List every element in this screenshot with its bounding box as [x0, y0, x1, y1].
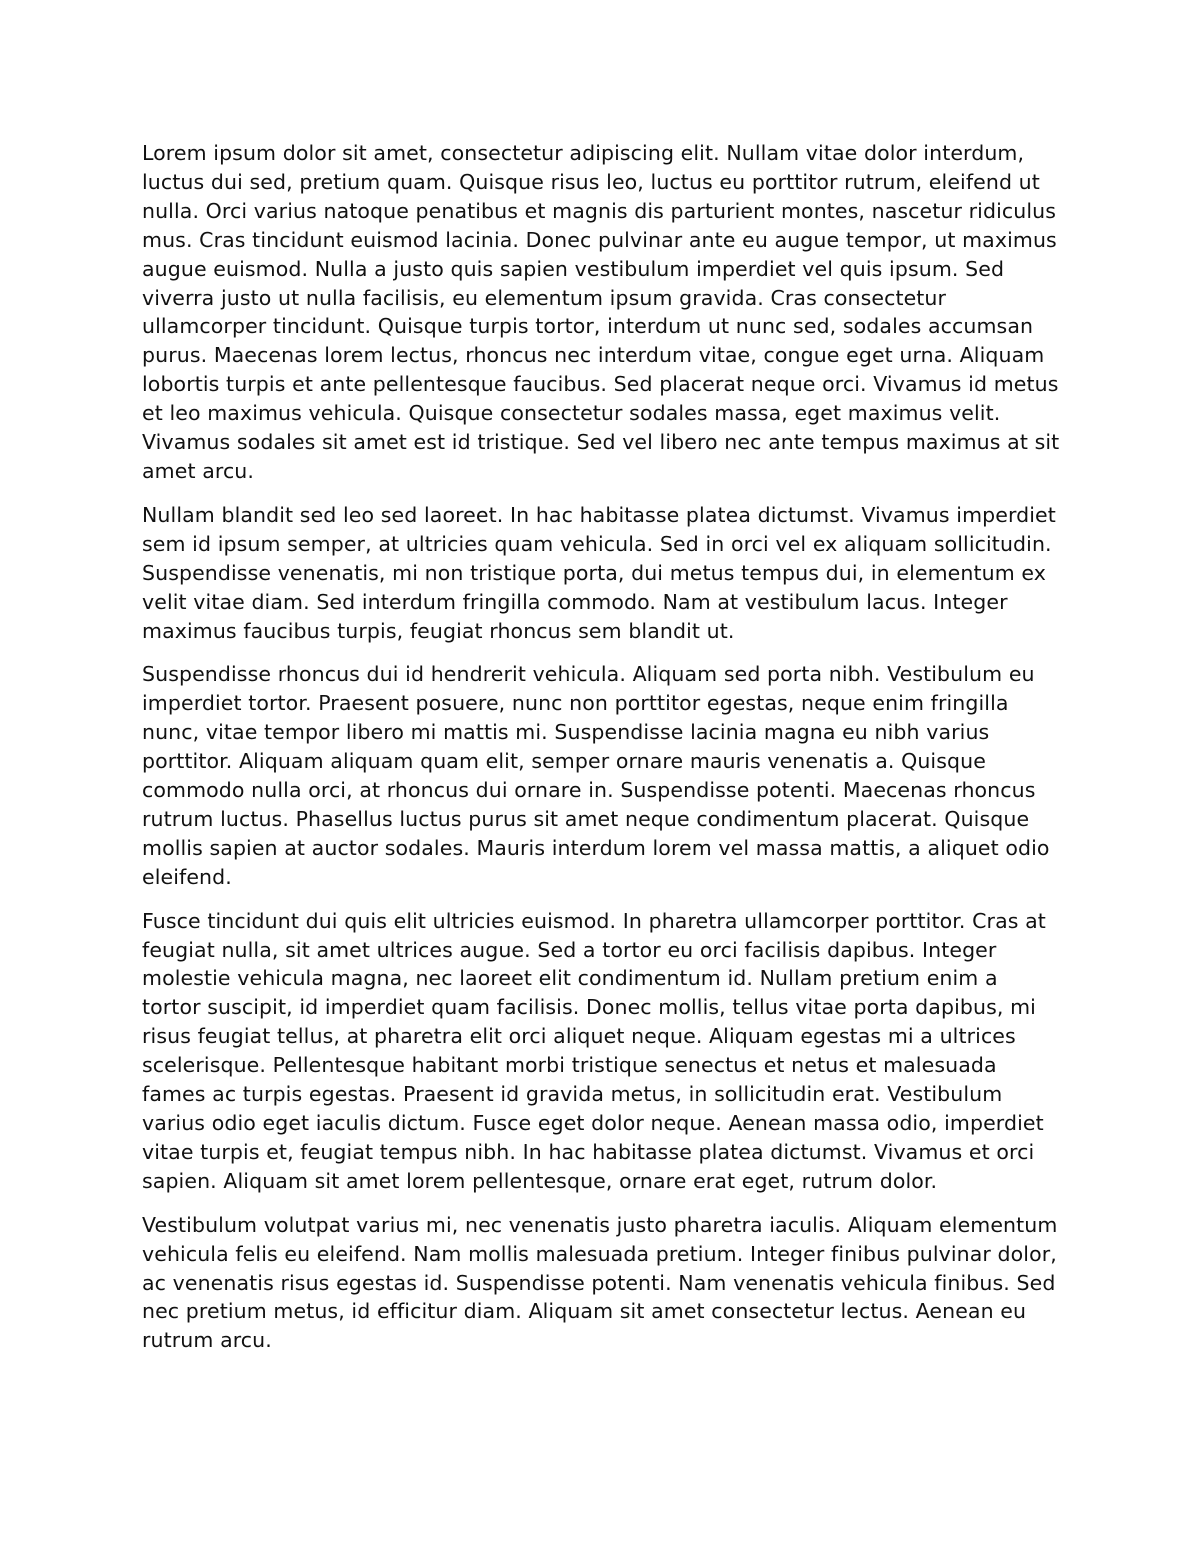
paragraph-4: Fusce tincidunt dui quis elit ultricies euismod. In pharetra ullamcorper porttitor. Cras at feugiat nulla, sit amet ultrices augue. Sed a tortor eu orci facilisis dapibus. Integer molestie vehicula magna, nec laoreet elit condimentum id. Nullam pretium enim a tortor suscipit, id imperdiet quam facilisis. Donec mollis, tellus vitae porta dapibus, mi risus feugiat tellus, at pharetra elit orci aliquet neque. Aliquam egestas mi a ultrices scelerisque. Pellentesque habitant morbi tristique senectus et netus et malesuada fames ac turpis egestas. Praesent id gravida metus, in sollicitudin erat. Vestibulum varius odio eget iaculis dictum. Fusce eget dolor neque. Aenean massa odio, imperdiet vitae turpis et, feugiat tempus nibh. In hac habitasse platea dictumst. Vivamus et orci sapien. Aliquam sit amet lorem pellentesque, ornare erat eget, rutrum dolor. — [142, 908, 1046, 1193]
paragraph-2: Nullam blandit sed leo sed laoreet. In hac habitasse platea dictumst. Vivamus imperdiet sem id ipsum semper, at ultricies quam vehicula. Sed in orci vel ex aliquam sollicitudin. Suspendisse venenatis, mi non tristique porta, dui metus tempus dui, in elementum ex velit vitae diam. Sed interdum fringilla commodo. Nam at vestibulum lacus. Integer maximus faucibus turpis, feugiat rhoncus sem blandit ut. — [142, 502, 1056, 643]
paragraph-3: Suspendisse rhoncus dui id hendrerit vehicula. Aliquam sed porta nibh. Vestibulum eu imperdiet tortor. Praesent posuere, nunc non porttitor egestas, neque enim fringilla nunc, vitae tempor libero mi mattis mi. Suspendisse lacinia magna eu nibh varius porttitor. Aliquam aliquam quam elit, semper ornare mauris venenatis a. Quisque commodo nulla orci, at rhoncus dui ornare in. Suspendisse potenti. Maecenas rhoncus rutrum luctus. Phasellus luctus purus sit amet neque condimentum placerat. Quisque mollis sapien at auctor sodales. Mauris interdum lorem vel massa mattis, a aliquet odio eleifend. — [142, 662, 1050, 889]
paragraph-1: Lorem ipsum dolor sit amet, consectetur adipiscing elit. Nullam vitae dolor interdum, luctus dui sed, pretium quam. Quisque risus leo, luctus eu porttitor rutrum, eleifend ut nulla. Orci varius natoque penatibus et magnis dis parturient montes, nascetur ridiculus mus. Cras tincidunt euismod lacinia. Donec pulvinar ante eu augue tempor, ut maximus augue euismod. Nulla a justo quis sapien vestibulum imperdiet vel quis ipsum. Sed viverra justo ut nulla facilisis, eu elementum ipsum gravida. Cras consectetur ullamcorper tincidunt. Quisque turpis tortor, interdum ut nunc sed, sodales accumsan purus. Maecenas lorem lectus, rhoncus nec interdum vitae, congue eget urna. Aliquam lobortis turpis et ante pellentesque faucibus. Sed placerat neque orci. Vivamus id metus et leo maximus vehicula. Quisque consectetur sodales massa, eget maximus velit. Vivamus sodales sit amet est id tristique. Sed vel libero nec ante tempus maximus at sit amet arcu. — [142, 141, 1060, 483]
document-body — [142, 139, 1062, 1370]
paragraph-5: Vestibulum volutpat varius mi, nec venenatis justo pharetra iaculis. Aliquam elementum vehicula felis eu eleifend. Nam mollis malesuada pretium. Integer finibus pulvinar dolor, ac venenatis risus egestas id. Suspendisse potenti. Nam venenatis vehicula finibus. Sed nec pretium metus, id efficitur diam. Aliquam sit amet consectetur lectus. Aenean eu rutrum arcu. — [142, 1212, 1058, 1353]
